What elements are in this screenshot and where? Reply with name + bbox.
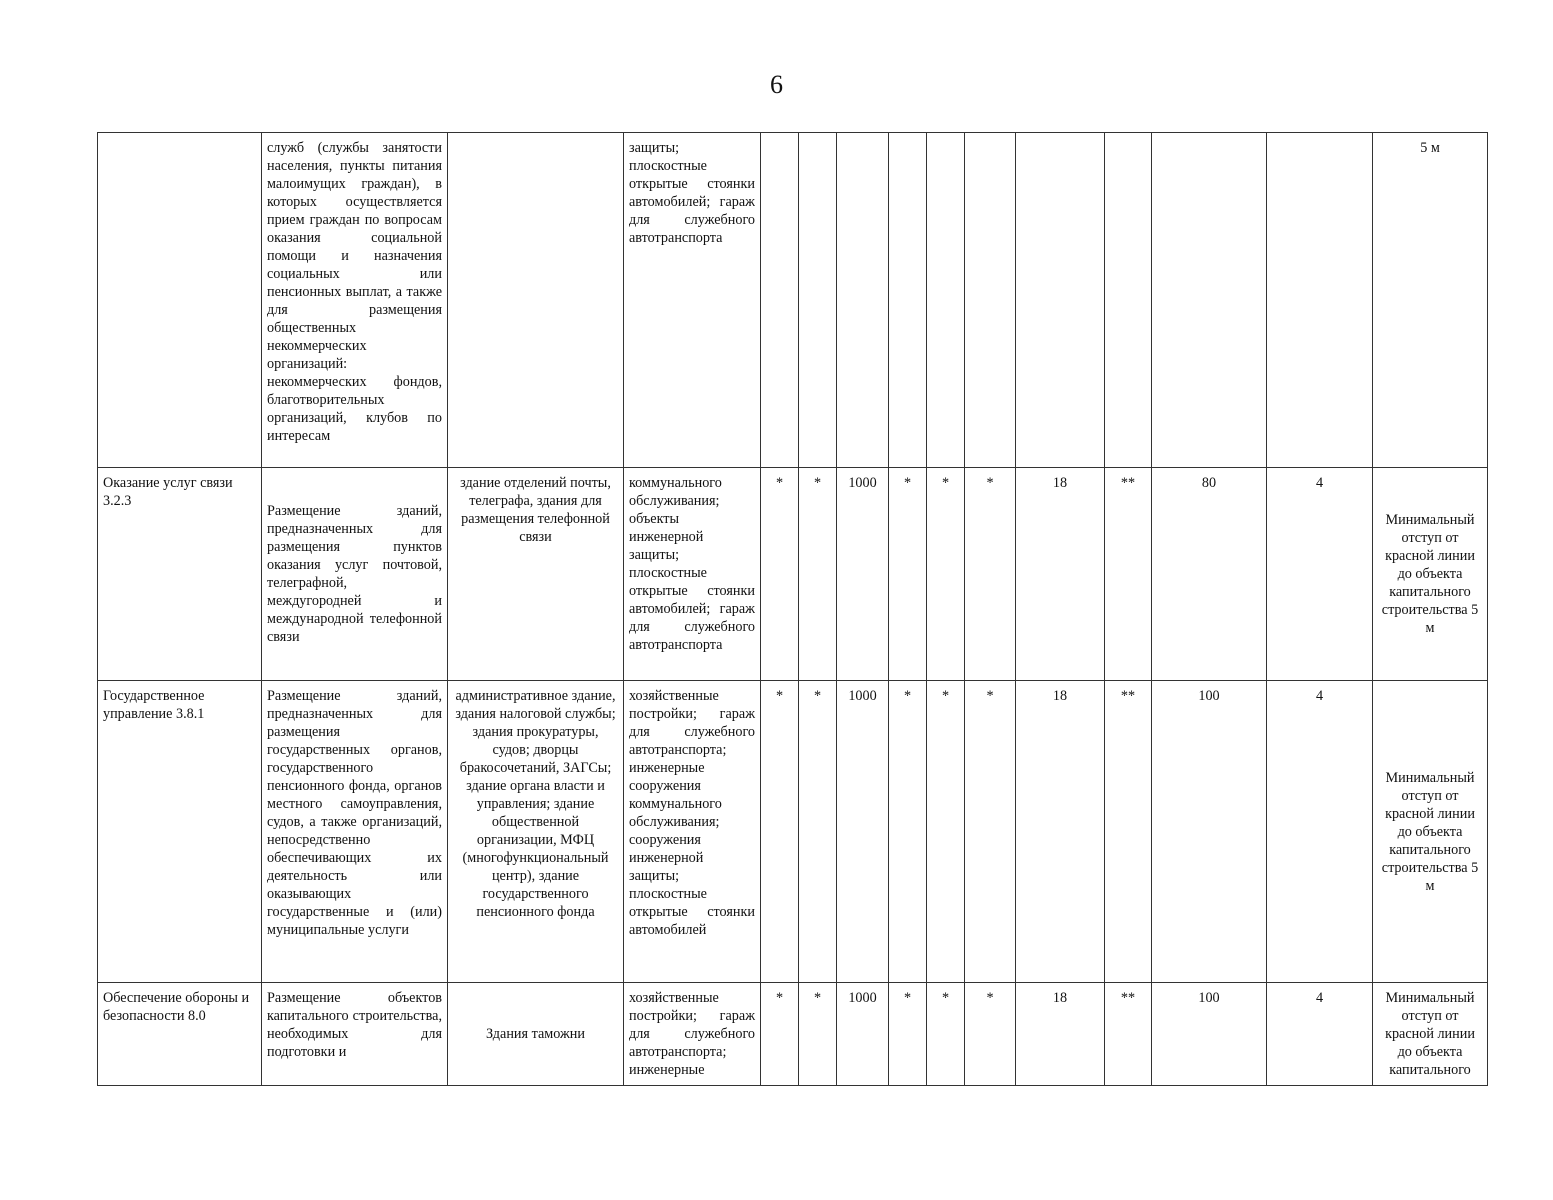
param-cell <box>1267 133 1373 468</box>
param-cell: * <box>799 983 837 1086</box>
param-cell: 18 <box>1016 983 1105 1086</box>
param-cell <box>837 133 889 468</box>
main-use-cell: административное здание, здания налоговой службы; здания прокуратуры, судов; дворцы бракосочетаний, ЗАГСы; здание органа власти и управления; здание общественной организации, МФЦ (многофункциональный центр), здание государственного пенсионного фонда <box>448 681 624 983</box>
description-cell: Размещение объектов капитального строительства, необходимых для подготовки и <box>262 983 448 1086</box>
param-cell: 80 <box>1152 468 1267 681</box>
zoning-table <box>97 132 1488 1086</box>
param-cell: 4 <box>1267 681 1373 983</box>
main-use-cell: Здания таможни <box>448 983 624 1086</box>
page-number: 6 <box>770 70 783 99</box>
table-row <box>98 133 1488 468</box>
land-use-type-cell: Оказание услуг связи 3.2.3 <box>98 468 262 681</box>
param-cell: 1000 <box>837 681 889 983</box>
auxiliary-use-cell: защиты; плоскостные открытые стоянки автомобилей; гараж для служебного автотранспорта <box>624 133 761 468</box>
main-use-cell: здание отделений почты, телеграфа, здания для размещения телефонной связи <box>448 468 624 681</box>
param-cell: 18 <box>1016 468 1105 681</box>
auxiliary-use-cell: хозяйственные постройки; гараж для служебного автотранспорта; инженерные <box>624 983 761 1086</box>
table-row <box>98 468 1488 681</box>
param-cell <box>889 133 927 468</box>
main-use-cell <box>448 133 624 468</box>
param-cell: * <box>889 468 927 681</box>
param-cell: ** <box>1105 983 1152 1086</box>
param-cell: * <box>799 681 837 983</box>
param-cell: 100 <box>1152 681 1267 983</box>
param-cell: * <box>927 681 965 983</box>
description-cell: Размещение зданий, предназначенных для размещения пунктов оказания услуг почтовой, телеграфной, междугородней и международной телефонной связи <box>262 468 448 681</box>
param-cell: 100 <box>1152 983 1267 1086</box>
land-use-type-cell: Обеспечение обороны и безопасности 8.0 <box>98 983 262 1086</box>
param-cell: * <box>927 983 965 1086</box>
param-cell <box>927 133 965 468</box>
param-cell: 1000 <box>837 468 889 681</box>
description-cell: Размещение зданий, предназначенных для размещения государственных органов, государственного пенсионного фонда, органов местного самоуправления, судов, а также организаций, непосредственно обеспечивающих их деятельность или оказывающих государственные и (или) муниципальные услуги <box>262 681 448 983</box>
param-cell: * <box>965 681 1016 983</box>
description-cell: служб (службы занятости населения, пункты питания малоимущих граждан), в которых осуществляется прием граждан по вопросам оказания социальной помощи и назначения социальных или пенсионных выплат, а также для размещения общественных некоммерческих организаций: некоммерческих фондов, благотворительных организаций, клубов по интересам <box>262 133 448 468</box>
auxiliary-use-cell: хозяйственные постройки; гараж для служебного автотранспорта; инженерные сооружения коммунального обслуживания; сооружения инженерной защиты; плоскостные открытые стоянки автомобилей <box>624 681 761 983</box>
land-use-type-cell <box>98 133 262 468</box>
param-cell: 1000 <box>837 983 889 1086</box>
land-use-type-cell: Государственное управление 3.8.1 <box>98 681 262 983</box>
param-cell: 18 <box>1016 681 1105 983</box>
param-cell: * <box>761 983 799 1086</box>
param-cell: * <box>965 468 1016 681</box>
param-cell <box>1016 133 1105 468</box>
param-cell: * <box>889 681 927 983</box>
param-cell: * <box>761 681 799 983</box>
param-cell: * <box>927 468 965 681</box>
param-cell: * <box>965 983 1016 1086</box>
table-row <box>98 681 1488 983</box>
auxiliary-use-cell: коммунального обслуживания; объекты инженерной защиты; плоскостные открытые стоянки автомобилей; гараж для служебного автотранспорта <box>624 468 761 681</box>
param-cell: ** <box>1105 681 1152 983</box>
param-cell: * <box>761 468 799 681</box>
param-cell: 4 <box>1267 468 1373 681</box>
table-row <box>98 983 1488 1086</box>
note-cell: Минимальный отступ от красной линии до объекта капитального строительства 5 м <box>1373 681 1488 983</box>
param-cell: 4 <box>1267 983 1373 1086</box>
param-cell <box>965 133 1016 468</box>
param-cell <box>1152 133 1267 468</box>
param-cell <box>799 133 837 468</box>
note-cell: Минимальный отступ от красной линии до объекта капитального <box>1373 983 1488 1086</box>
param-cell: * <box>799 468 837 681</box>
param-cell <box>761 133 799 468</box>
param-cell: * <box>889 983 927 1086</box>
param-cell <box>1105 133 1152 468</box>
note-cell: Минимальный отступ от красной линии до объекта капитального строительства 5 м <box>1373 468 1488 681</box>
param-cell: ** <box>1105 468 1152 681</box>
note-cell: 5 м <box>1373 133 1488 468</box>
